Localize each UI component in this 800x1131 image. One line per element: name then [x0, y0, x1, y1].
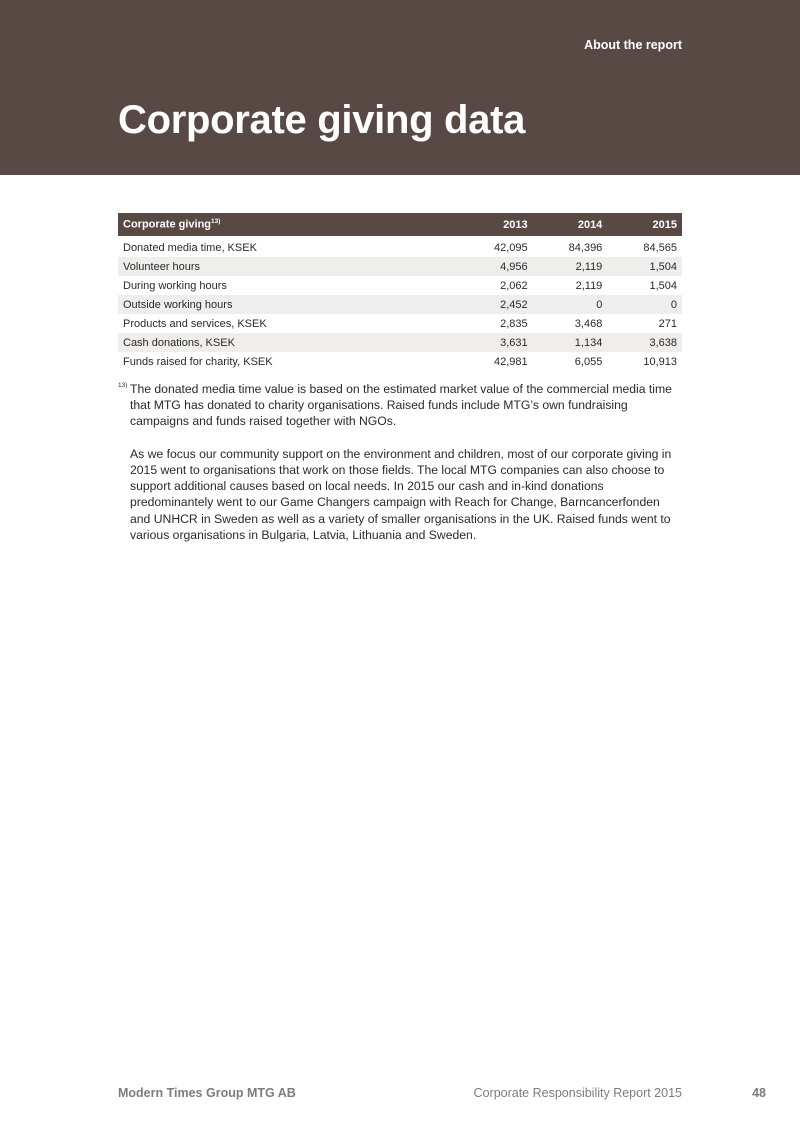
row-label: Products and services, KSEK	[123, 317, 267, 330]
cell-value: 2,062	[500, 279, 528, 292]
cell-value: 0	[533, 295, 608, 314]
footnote-ref: 13)	[211, 218, 221, 226]
footer-report-title: Corporate Responsibility Report 2015	[473, 1086, 682, 1100]
cell-value: 3,468	[574, 317, 603, 330]
table-row	[118, 237, 682, 257]
row-label: Outside working hours	[118, 295, 458, 314]
footnote	[118, 381, 678, 559]
footnote-paragraph: As we focus our community support on the environment and children, most of our corporate giving in 2015 went to organisations that work on those fields. The local MTG companies can also choose to support additional causes based on local needs. In 2015 our cash and in-kind donations predominantely went to our Game Changers campaign with Reach for Change, Barncancerfonden and UNHCR in Sweden as well as a variety of smaller organisations in the UK. Raised funds went to various organisations in Bulgaria, Latvia, Lithuania and Sweden.	[130, 446, 672, 542]
cell-value: 10,913	[643, 355, 677, 368]
page-number: 48	[752, 1086, 766, 1100]
row-label: Donated media time, KSEK	[123, 241, 257, 254]
cell-value: 1,504	[649, 279, 677, 292]
table-header-year: 2015	[607, 213, 682, 237]
table-row	[118, 257, 682, 276]
table-header-row	[118, 213, 682, 237]
page-title: Corporate giving data	[118, 98, 526, 142]
cell-value: 2,119	[533, 257, 608, 276]
table-row	[118, 276, 682, 295]
table-header-label: Corporate giving$^{13)}$	[118, 213, 458, 237]
cell-value: 271	[658, 317, 677, 330]
cell-value: 84,396	[568, 241, 603, 254]
table-row	[118, 295, 682, 314]
row-label: Funds raised for charity, KSEK	[123, 355, 273, 368]
cell-value: 3,631	[458, 333, 533, 352]
cell-value: 1,504	[607, 257, 682, 276]
table-row	[118, 333, 682, 352]
cell-value: 42,981	[494, 355, 528, 368]
cell-value: 84,565	[643, 241, 677, 254]
cell-value: 1,134	[533, 333, 608, 352]
table-header-year: 2014	[533, 213, 608, 237]
cell-value: 6,055	[574, 355, 603, 368]
cell-value: 42,095	[494, 241, 528, 254]
table-row	[118, 314, 682, 333]
row-label: Cash donations, KSEK	[118, 333, 458, 352]
footnote-paragraph: The donated media time value is based on the estimated market value of the commercial media time that MTG has donated to charity organisations. Raised funds include MTG’s own fundraising campaigns and funds raised together with NGOs.	[130, 382, 672, 429]
section-label: About the report	[584, 38, 682, 52]
table-row	[118, 352, 682, 371]
page-header	[0, 0, 800, 175]
cell-value: 0	[607, 295, 682, 314]
cell-value: 2,452	[458, 295, 533, 314]
cell-value: 2,119	[575, 279, 603, 292]
row-label: During working hours	[123, 279, 227, 292]
corporate-giving-table	[118, 213, 682, 371]
cell-value: 3,638	[607, 333, 682, 352]
cell-value: 2,835	[500, 317, 528, 330]
footnote-marker: 13)	[118, 382, 128, 389]
cell-value: 4,956	[458, 257, 533, 276]
row-label: Volunteer hours	[118, 257, 458, 276]
footer-company: Modern Times Group MTG AB	[118, 1086, 296, 1100]
table-header-year: 2013	[458, 213, 533, 237]
